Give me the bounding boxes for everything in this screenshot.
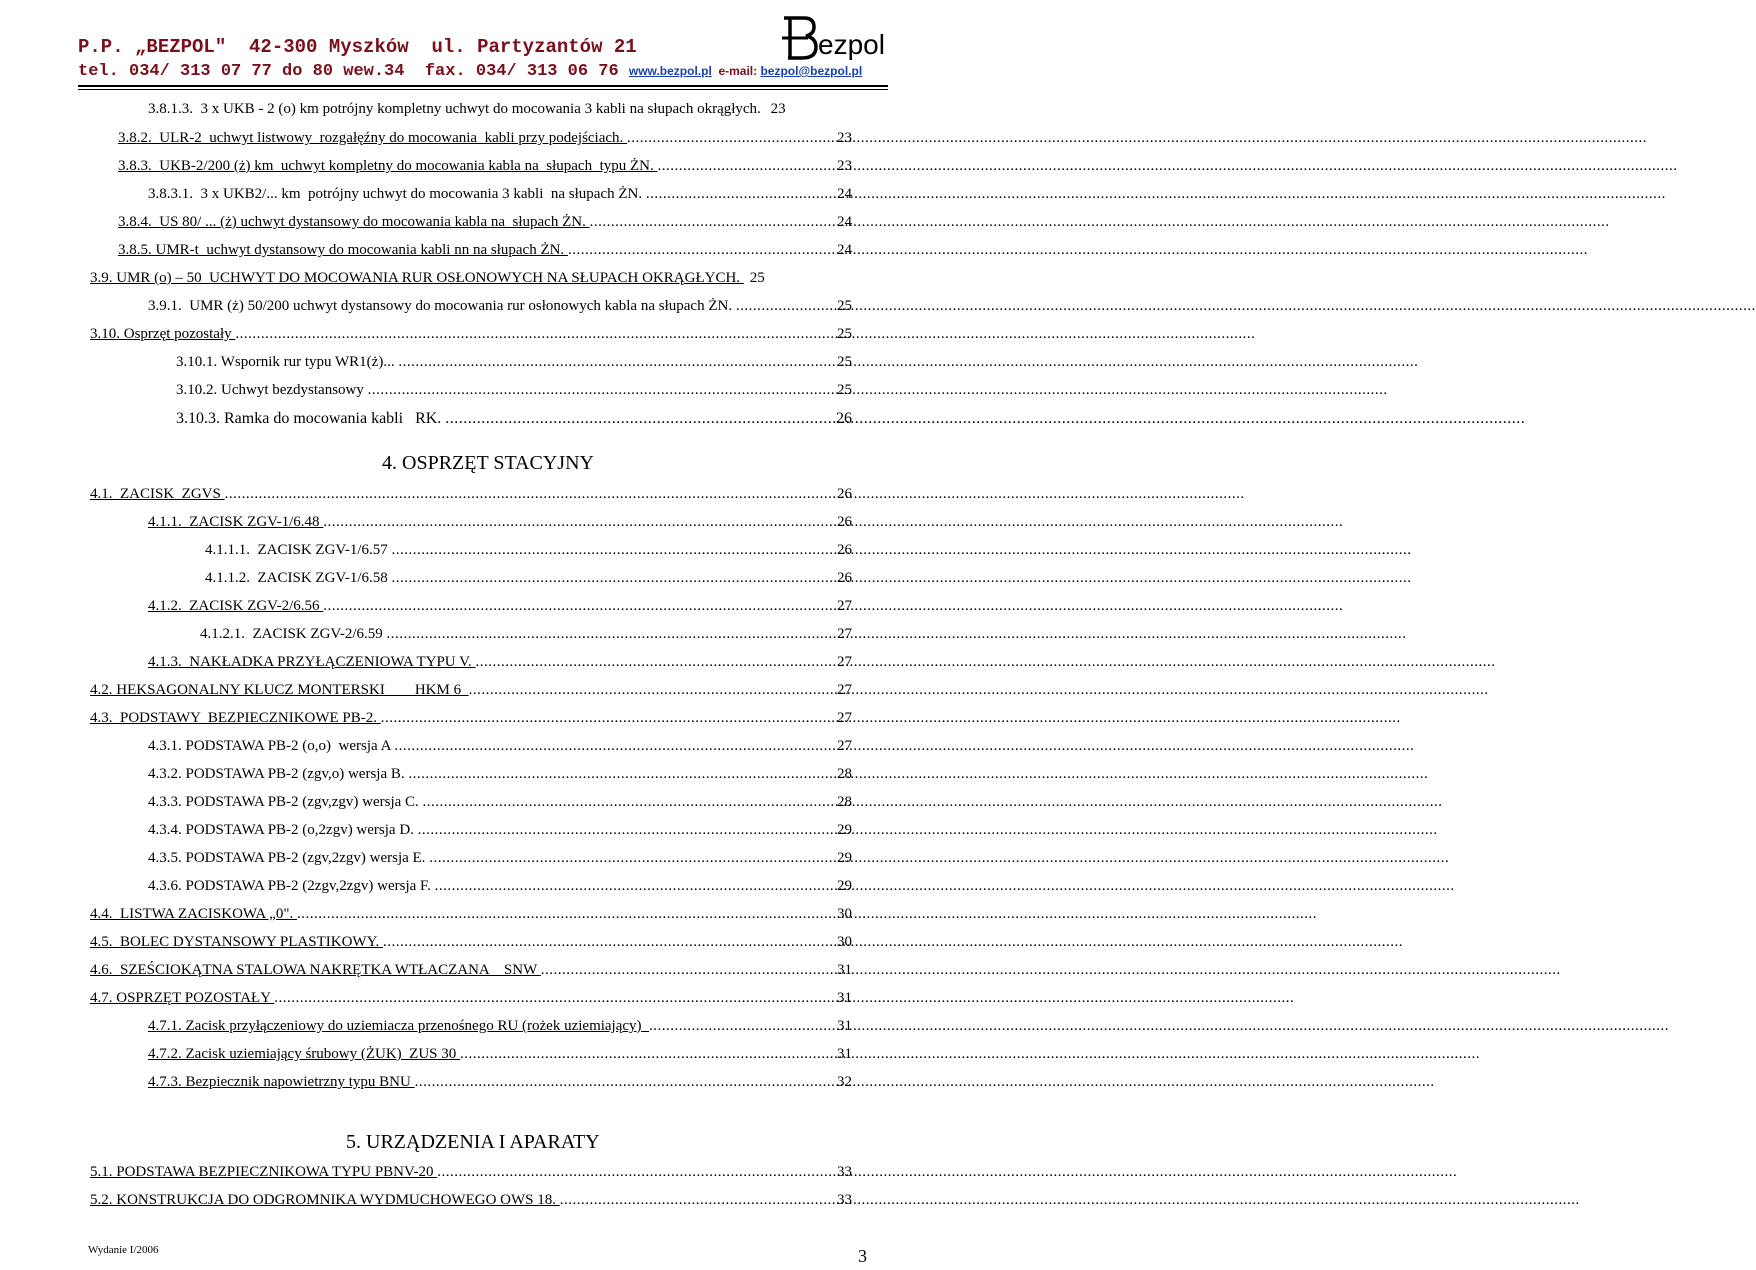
toc-entry[interactable]: 3.10.1. Wspornik rur typu WR1(ż)... ..... 25 bbox=[176, 353, 852, 371]
page-number: 3 bbox=[858, 1246, 867, 1266]
toc-entry[interactable]: 4.3.5. PODSTAWA PB-2 (zgv,2zgv) wersja E. ..... 29 bbox=[148, 849, 852, 867]
toc-entry[interactable]: 4.1.1.1. ZACISK ZGV-1/6.57 ..... 26 bbox=[205, 541, 852, 559]
header-rule-thin bbox=[78, 89, 888, 90]
toc-entry[interactable]: 4.1.3. NAKŁADKA PRZYŁĄCZENIOWA TYPU V. ..... 27 bbox=[148, 653, 852, 671]
toc-entry[interactable]: 4.1.2.1. ZACISK ZGV-2/6.59 ..... 27 bbox=[200, 625, 852, 643]
toc-entry[interactable]: 4.3.4. PODSTAWA PB-2 (o,2zgv) wersja D. ..... 29 bbox=[148, 821, 852, 839]
toc-entry[interactable]: 4.7.3. Bezpiecznik napowietrzny typu BNU ..... 32 bbox=[148, 1073, 852, 1091]
toc-entry[interactable]: 4.1.1. ZACISK ZGV-1/6.48 ..... 26 bbox=[148, 513, 852, 531]
bezpol-logo bbox=[778, 14, 894, 60]
toc-entry[interactable]: 3.9. UMR (o) – 50 UCHWYT DO MOCOWANIA RUR OSŁONOWYCH NA SŁUPACH OKRĄGŁYCH. 25 bbox=[90, 270, 765, 286]
toc-entry[interactable]: 4.7.1. Zacisk przyłączeniowy do uziemiacza przenośnego RU (rożek uziemiający) ..... 31 bbox=[148, 1017, 852, 1035]
toc-entry[interactable]: 3.8.5. UMR-t uchwyt dystansowy do mocowania kabli nn na słupach ŻN. ..... 24 bbox=[118, 241, 852, 259]
toc-entry[interactable]: 4.2. HEKSAGONALNY KLUCZ MONTERSKI HKM 6 ..... 27 bbox=[90, 681, 852, 699]
toc-entry[interactable]: 4.1.2. ZACISK ZGV-2/6.56 ..... 27 bbox=[148, 597, 852, 615]
toc-entry[interactable]: 3.10. Osprzęt pozostały ..... 25 bbox=[90, 325, 852, 343]
toc-entry[interactable]: 4.3.1. PODSTAWA PB-2 (o,o) wersja A ..... 27 bbox=[148, 737, 852, 755]
section-heading-4: 4. OSPRZĘT STACYJNY bbox=[382, 452, 594, 474]
toc-entry[interactable]: 4.3.2. PODSTAWA PB-2 (zgv,o) wersja B. ..... 28 bbox=[148, 765, 852, 783]
toc-entry[interactable]: 3.8.1.3. 3 x UKB - 2 (o) km potrójny kompletny uchwyt do mocowania 3 kabli na słupach okrągłych. 23 bbox=[148, 101, 786, 117]
svg-text:ezpol: ezpol bbox=[818, 29, 885, 60]
email-label: e-mail: bbox=[711, 64, 761, 78]
contact-header-line bbox=[78, 62, 862, 81]
section-heading-5: 5. URZĄDZENIA I APARATY bbox=[346, 1131, 600, 1153]
toc-entry[interactable]: 3.10.2. Uchwyt bezdystansowy ..... 25 bbox=[176, 381, 852, 399]
phone-fax: tel. 034/ 313 07 77 do 80 wew.34 fax. 034/ 313 06 76 bbox=[78, 62, 629, 81]
toc-entry[interactable]: 4.3. PODSTAWY BEZPIECZNIKOWE PB-2. ..... 27 bbox=[90, 709, 852, 727]
toc-entry[interactable]: 3.8.2. ULR-2 uchwyt listwowy rozgałęźny do mocowania kabli przy podejściach. ..... 23 bbox=[118, 129, 852, 147]
toc-entry[interactable]: 3.9.1. UMR (ż) 50/200 uchwyt dystansowy do mocowania rur osłonowych kabla na słupach ŻN. ..... 25 bbox=[148, 297, 852, 315]
website-link[interactable]: www.bezpol.pl bbox=[628, 64, 712, 78]
company-header-line: P.P. „BEZPOL" 42-300 Myszków ul. Partyzantów 21 bbox=[78, 36, 637, 58]
edition-label: Wydanie I/2006 bbox=[88, 1244, 159, 1256]
toc-entry[interactable]: 4.3.3. PODSTAWA PB-2 (zgv,zgv) wersja C. ..... 28 bbox=[148, 793, 852, 811]
toc-entry[interactable]: 4.3.6. PODSTAWA PB-2 (2zgv,2zgv) wersja F. ..... 29 bbox=[148, 877, 852, 895]
toc-entry[interactable]: 5.2. KONSTRUKCJA DO ODGROMNIKA WYDMUCHOWEGO OWS 18. ..... 33 bbox=[90, 1191, 852, 1209]
toc-entry[interactable]: 3.8.3. UKB-2/200 (ż) km uchwyt kompletny do mocowania kabla na słupach typu ŻN. ..... 23 bbox=[118, 157, 852, 175]
toc-entry[interactable]: 5.1. PODSTAWA BEZPIECZNIKOWA TYPU PBNV-20 ..... 33 bbox=[90, 1163, 852, 1181]
toc-entry[interactable]: 4.5. BOLEC DYSTANSOWY PLASTIKOWY. ..... 30 bbox=[90, 933, 852, 951]
toc-entry[interactable]: 4.4. LISTWA ZACISKOWA „0". ..... 30 bbox=[90, 905, 852, 923]
toc-entry[interactable]: 3.8.3.1. 3 x UKB2/... km potrójny uchwyt do mocowania 3 kabli na słupach ŻN. ..... 24 bbox=[148, 185, 852, 203]
toc-entry[interactable]: 3.8.4. US 80/ ... (ż) uchwyt dystansowy do mocowania kabla na słupach ŻN. ..... 24 bbox=[118, 213, 852, 231]
header-rule-thick bbox=[78, 85, 888, 87]
toc-entry[interactable]: 4.7. OSPRZĘT POZOSTAŁY ..... 31 bbox=[90, 989, 852, 1007]
toc-entry[interactable]: 4.7.2. Zacisk uziemiający śrubowy (ŻUK) ZUS 30 ..... 31 bbox=[148, 1045, 852, 1063]
email-link[interactable]: bezpol@bezpol.pl bbox=[760, 64, 863, 78]
toc-entry[interactable]: 4.1.1.2. ZACISK ZGV-1/6.58 ..... 26 bbox=[205, 569, 852, 587]
toc-entry[interactable]: 4.1. ZACISK ZGVS ..... 26 bbox=[90, 485, 852, 503]
toc-entry[interactable]: 4.6. SZEŚCIOKĄTNA STALOWA NAKRĘTKA WTŁACZANA SNW ..... 31 bbox=[90, 961, 852, 979]
toc-entry[interactable]: 3.10.3. Ramka do mocowania kabli RK. ..... 26 bbox=[176, 410, 852, 428]
